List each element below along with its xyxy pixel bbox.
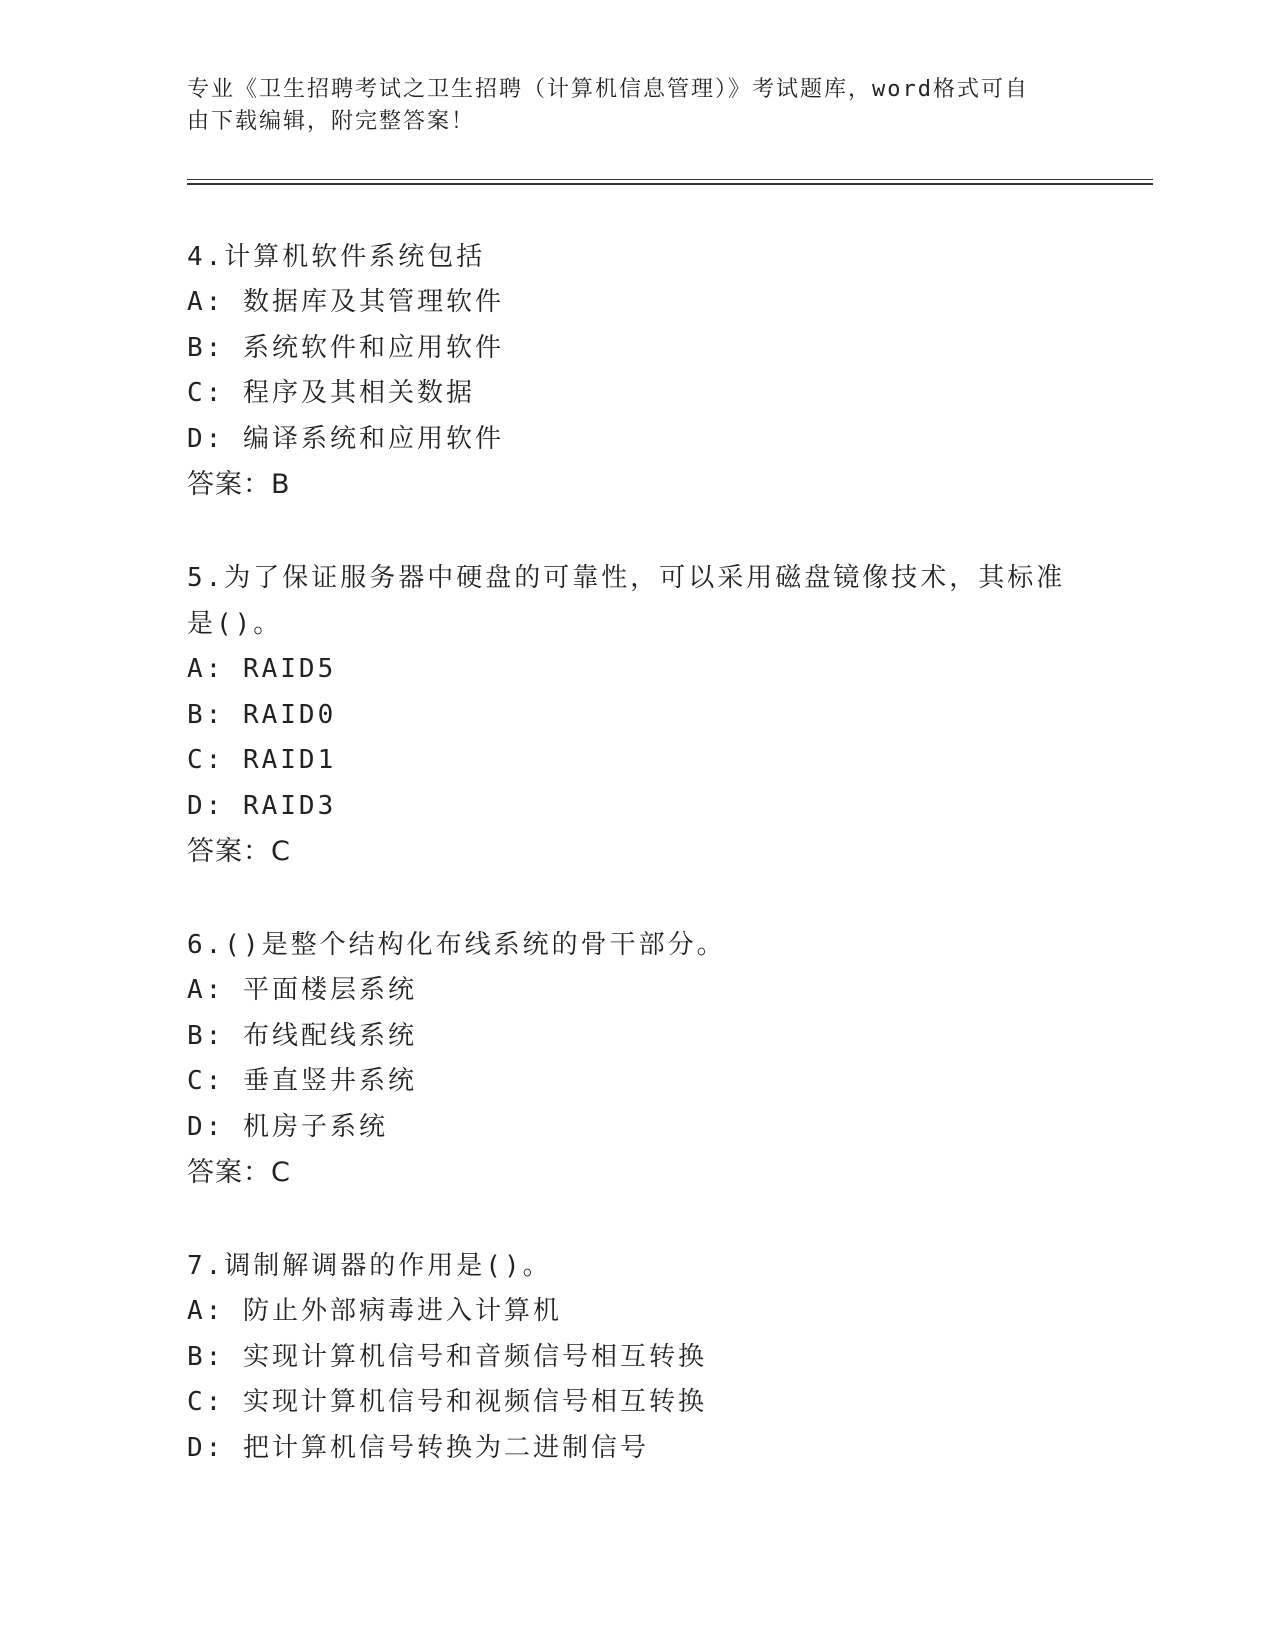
question-7: [187, 1243, 1087, 1471]
option-c: C: 实现计算机信号和视频信号相互转换: [187, 1387, 707, 1417]
option-b: B: 实现计算机信号和音频信号相互转换: [187, 1341, 707, 1372]
option-a: A: 防止外部病毒进入计算机: [187, 1296, 562, 1326]
option-a: A: RAID5: [187, 654, 337, 684]
answer: 答案：C: [187, 1157, 291, 1188]
question-6: [187, 922, 1087, 1196]
header-divider-bottom: [187, 183, 1153, 185]
option-d: D: 机房子系统: [187, 1111, 388, 1142]
document-header: [187, 74, 1067, 138]
header-line-1: 专业《卫生招聘考试之卫生招聘（计算机信息管理）》考试题库，word格式可自: [187, 77, 1029, 102]
question-5: [187, 555, 1087, 875]
option-d: D: 把计算机信号转换为二进制信号: [187, 1432, 649, 1463]
option-a: A: 平面楼层系统: [187, 975, 417, 1005]
question-4: [187, 234, 1087, 508]
answer: 答案：B: [187, 469, 291, 500]
header-divider-top: [187, 179, 1153, 180]
option-d: D: 编译系统和应用软件: [187, 423, 504, 454]
question-list: [187, 234, 1087, 1518]
option-b: B: RAID0: [187, 699, 337, 730]
question-title: 7.调制解调器的作用是()。: [187, 1251, 552, 1281]
question-title-continued: 是()。: [187, 609, 283, 639]
question-title: 5.为了保证服务器中硬盘的可靠性，可以采用磁盘镜像技术，其标准: [187, 563, 1066, 593]
option-d: D: RAID3: [187, 790, 337, 821]
header-line-2: 由下载编辑，附完整答案！: [187, 109, 476, 134]
option-a: A: 数据库及其管理软件: [187, 287, 504, 317]
question-title: 4.计算机软件系统包括: [187, 242, 486, 272]
option-b: B: 布线配线系统: [187, 1020, 417, 1051]
option-c: C: 垂直竖井系统: [187, 1066, 417, 1096]
option-b: B: 系统软件和应用软件: [187, 332, 504, 363]
question-title: 6.()是整个结构化布线系统的骨干部分。: [187, 930, 726, 960]
option-c: C: 程序及其相关数据: [187, 378, 475, 408]
answer: 答案：C: [187, 836, 291, 867]
option-c: C: RAID1: [187, 745, 337, 775]
